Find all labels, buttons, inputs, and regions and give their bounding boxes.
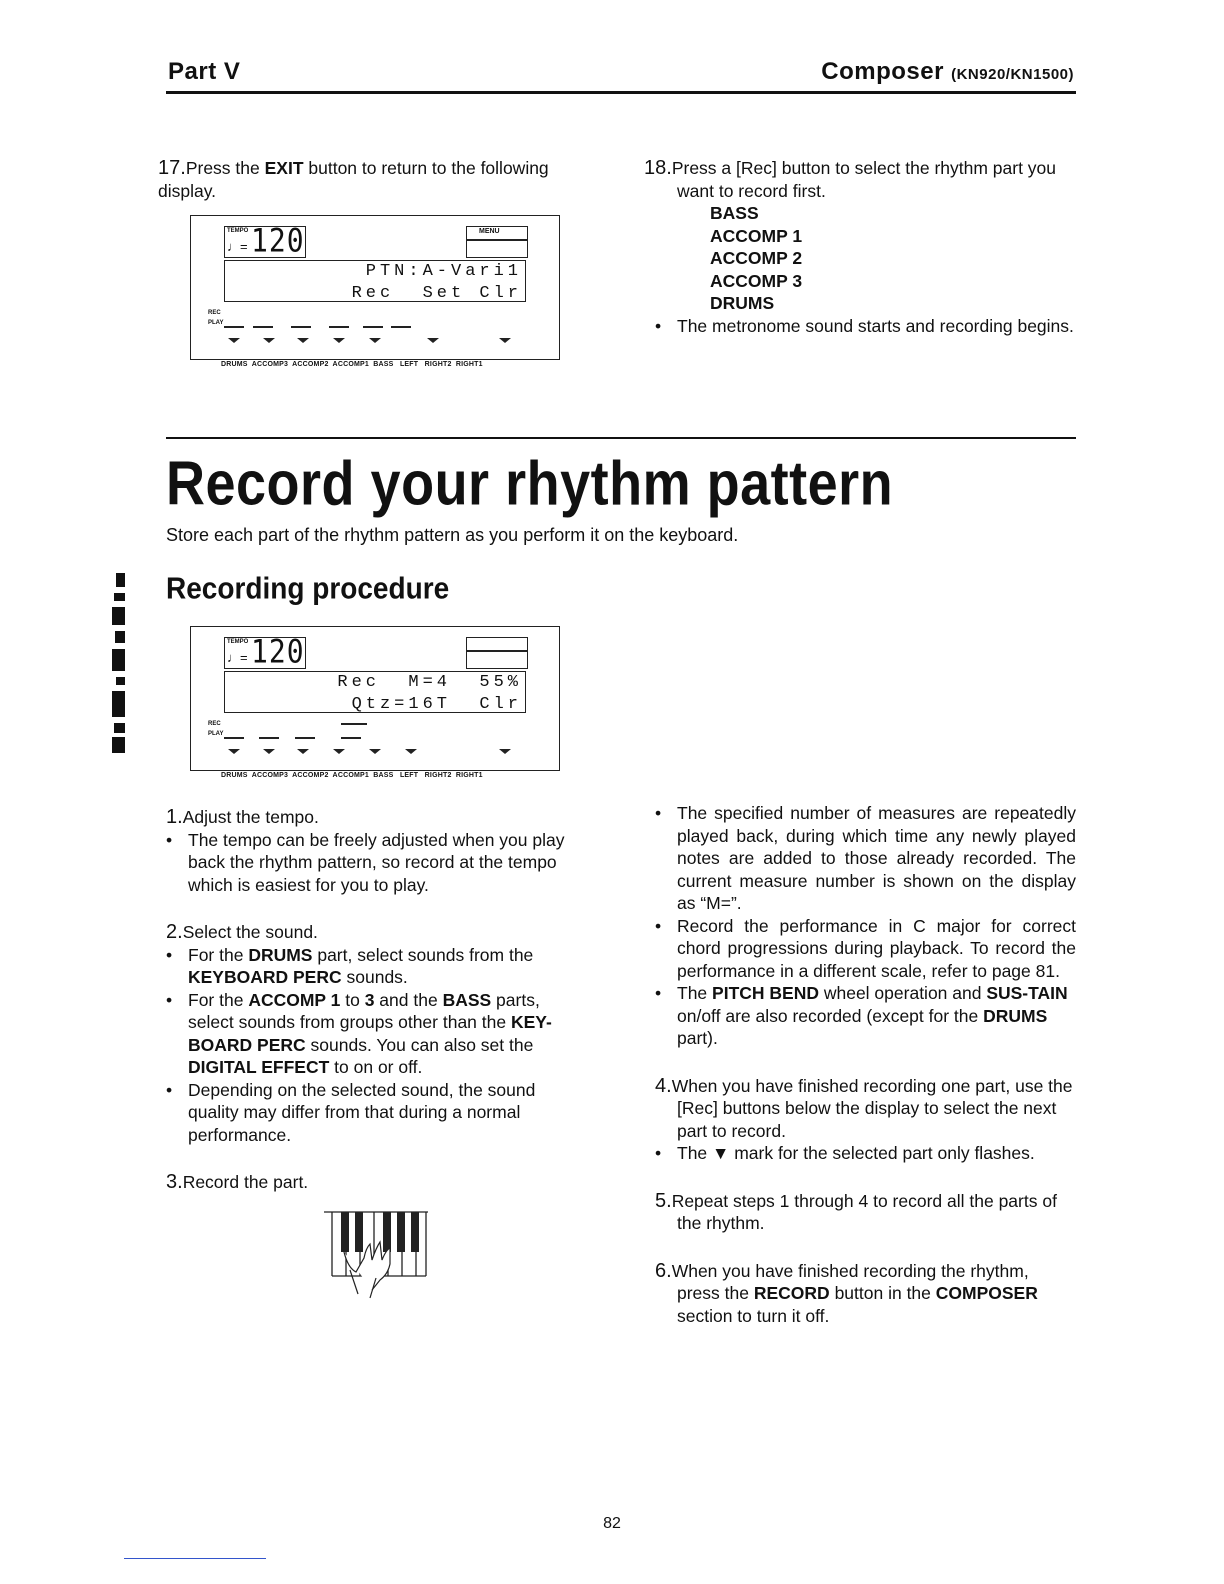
exit-button-label: EXIT [264, 158, 304, 178]
right-column [655, 802, 1076, 1327]
lcd2-line-2: Qtz=16T Clr [351, 695, 522, 714]
lcd-line-2: Rec Set Clr [351, 284, 522, 303]
right-bullet-2: • Record the performance in C major for correct chord progressions during playback. To record the performance in a different scale, refer to page 81. [655, 915, 1076, 981]
header-chapter-title: Composer [821, 58, 944, 85]
lcd-message [224, 260, 526, 302]
step-18-text: Press a [Rec] button to select the rhythm part you want to record first. [671, 158, 1057, 201]
step-2-bullet-1: • For the DRUMS part, select sounds from the KEYBOARD PERC sounds. [166, 944, 534, 987]
step-18-bullet: • The metronome sound starts and recording begins. [655, 315, 1074, 336]
step-4-bullet: • The ▼ mark for the selected part only flashes. [655, 1143, 1035, 1163]
menu-box [466, 226, 528, 258]
play-label: PLAY [208, 320, 224, 326]
header-rule [166, 91, 1076, 94]
header-model: (KN920/KN1500) [951, 66, 1074, 83]
step-2: 2.Select the sound. [166, 921, 318, 943]
part-labels-2: DRUMS ACCOMP3 ACCOMP2 ACCOMP1 BASS LEFT RIGHT2 RIGHT1 [221, 772, 483, 779]
tempo-value: 120 [251, 221, 305, 260]
part-bass: BASS [710, 203, 759, 223]
page-number: 82 [603, 1515, 621, 1532]
step-18-number: 18. [644, 157, 672, 179]
play-label-2: PLAY [208, 731, 224, 737]
step-17-number: 17. [158, 157, 186, 179]
left-column [166, 806, 588, 1194]
part-accomp1: ACCOMP 1 [710, 225, 803, 246]
menu-label: MENU [479, 228, 500, 235]
header-chapter [821, 58, 1074, 86]
step-18 [644, 157, 1076, 337]
lcd-display-1 [190, 215, 560, 368]
part-list [644, 202, 1076, 315]
lcd-line-1: PTN:A-Vari1 [365, 262, 522, 281]
tempo-note-2: ♩= [227, 650, 248, 665]
part-labels-1: DRUMS ACCOMP3 ACCOMP2 ACCOMP1 BASS LEFT RIGHT2 RIGHT1 [221, 361, 483, 368]
lcd-message-2 [224, 671, 526, 713]
step-17-text-a: Press the [185, 158, 265, 178]
step-4: 4.When you have finished recording one part, use the [Rec] buttons below the display to select the next part to record. [655, 1074, 1073, 1141]
step-2-bullet-3: • Depending on the selected sound, the sound quality may differ from that during a normal performance. [166, 1079, 536, 1145]
side-tab-marker [112, 573, 128, 753]
right-bullet-3: • The PITCH BEND wheel operation and SUS-TAIN on/off are also recorded (except for the DRUMS part). [655, 983, 1068, 1048]
tempo-label: TEMPO [227, 228, 249, 234]
lcd2-line-1: Rec M=4 55% [337, 673, 522, 692]
part-drums: DRUMS [710, 293, 775, 313]
menu-box-2 [466, 637, 528, 669]
step-17 [158, 157, 588, 202]
keyboard-hand-illustration [322, 1208, 432, 1300]
header-part: Part V [168, 58, 241, 85]
step-6: 6.When you have finished recording the rhythm, press the RECORD button in the COMPOSER section to turn it off. [655, 1259, 1038, 1326]
step-5: 5.Repeat steps 1 through 4 to record all the parts of the rhythm. [655, 1189, 1057, 1233]
section-title: Record your rhythm pattern [166, 449, 894, 519]
part-accomp3: ACCOMP 3 [710, 270, 803, 291]
right-bullet-1: • The specified number of measures are repeatedly played back, during which time any newly played notes are added to those already recorded. The current measure number is shown on the display as “M=”. [655, 803, 1076, 913]
rec-label-2: REC [208, 721, 221, 727]
step-1-bullet: • The tempo can be freely adjusted when you play back the rhythm pattern, so record at the tempo which is easiest for you to play. [166, 829, 565, 895]
step-17-text-b: button to return to the following display. [158, 158, 549, 201]
tempo-note: ♩= [227, 239, 248, 254]
subsection-title: Recording procedure [166, 571, 450, 606]
tempo-box-2 [224, 632, 306, 671]
section-rule [166, 437, 1076, 439]
tempo-box [224, 221, 306, 260]
footer-link-line [124, 1558, 266, 1559]
section-intro: Store each part of the rhythm pattern as you perform it on the keyboard. [166, 525, 739, 545]
tempo-label-2: TEMPO [227, 639, 249, 645]
tempo-value-2: 120 [251, 632, 305, 671]
step-1: 1.Adjust the tempo. [166, 806, 319, 828]
step-3: 3.Record the part. [166, 1171, 309, 1193]
lcd-display-2 [190, 626, 560, 779]
step-2-bullet-2: • For the ACCOMP 1 to 3 and the BASS parts, select sounds from groups other than the KEY-BOARD PERC sounds. You can also set the DIGITAL EFFECT to on or off. [166, 989, 552, 1077]
part-accomp2: ACCOMP 2 [710, 248, 803, 268]
rec-label: REC [208, 310, 221, 316]
